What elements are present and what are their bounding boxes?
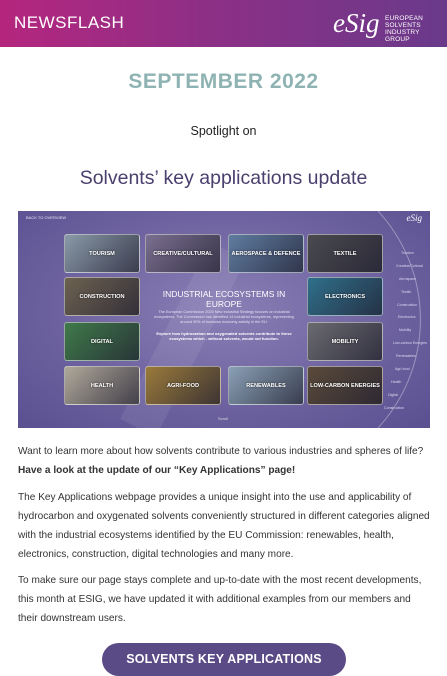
ring-label: Agri-food xyxy=(395,367,410,371)
tile-low-carbon-energies xyxy=(307,366,383,405)
tile-label: LOW-CARBON ENERGIES xyxy=(310,382,380,389)
solvents-key-applications-button[interactable]: SOLVENTS KEY APPLICATIONS xyxy=(102,643,346,676)
ring-label: Digital xyxy=(388,393,398,397)
tile-label: AEROSPACE & DEFENCE xyxy=(231,250,301,257)
back-to-overview-link: BACK TO OVERVIEW xyxy=(26,215,67,220)
tile-creative-cultural xyxy=(145,234,221,273)
newsflash-header xyxy=(0,0,447,47)
ring-label: Tourism xyxy=(401,251,414,255)
logo-line-3: GROUP xyxy=(385,36,410,43)
ring-label: Renewables xyxy=(396,354,416,358)
ring-label: Textile xyxy=(401,290,412,294)
tile-label: TEXTILE xyxy=(333,250,357,257)
tile-label: ELECTRONICS xyxy=(324,293,366,300)
intro-text: Want to learn more about how solvents contribute to various industries and spheres of life? xyxy=(18,446,424,457)
tile-textile xyxy=(307,234,383,273)
description-paragraph: The Key Applications webpage provides a unique insight into the use and applicability of hydrocarbon and oxygenated solvents conveniently structured in different categories aligned with the industrial ecosystems identified by the EU Commission: renewables, health, electronics, construction, digital technologies and many more. xyxy=(18,492,430,560)
banner-center-text: The European Commission 2020 New Industrial Strategy focuses on industrial ecosystems. The Commission has identified 14 industrial ecosystems, representing around 90% of business economy activity in the EU. xyxy=(154,310,294,324)
tile-digital xyxy=(64,322,140,361)
ring-label: Aerospace xyxy=(399,277,417,281)
scroll-hint: Scroll xyxy=(218,416,229,421)
section-label: NEWSFLASH xyxy=(14,13,125,32)
tile-label: RENEWABLES xyxy=(246,382,286,389)
tile-label: DIGITAL xyxy=(91,338,113,345)
tile-label: CREATIVE/CULTURAL xyxy=(153,250,213,257)
banner-logo: eSig xyxy=(406,213,422,223)
ring-label: Creative/Cultural xyxy=(396,264,423,268)
ring-label: Mobility xyxy=(399,328,412,332)
tile-agri-food xyxy=(145,366,221,405)
key-applications-banner-image[interactable] xyxy=(18,211,430,428)
update-paragraph: To make sure our page stays complete and up-to-date with the most recent developments, this month at ESIG, we have updated it with additional examples from our members and their downstream users. xyxy=(18,575,422,624)
spotlight-label: Spotlight on xyxy=(190,124,257,138)
intro-bold-text: Have a look at the update of our “Key Applications” page! xyxy=(18,465,296,476)
tile-label: CONSTRUCTION xyxy=(79,293,125,300)
tile-tourism xyxy=(64,234,140,273)
tile-renewables xyxy=(228,366,304,405)
tile-label: HEALTH xyxy=(90,382,114,389)
ring-label: Health xyxy=(391,380,402,384)
logo-line-1: EUROPEAN xyxy=(385,15,424,22)
logo-mark: eSig xyxy=(333,8,380,38)
intro-paragraph xyxy=(18,442,430,480)
ring-label: Electronics xyxy=(398,315,416,319)
tile-construction xyxy=(64,277,140,316)
issue-month: SEPTEMBER 2022 xyxy=(128,70,319,93)
tile-label: MOBILITY xyxy=(331,338,359,345)
tile-aerospace-defence xyxy=(228,234,304,273)
article-headline: Solvents’ key applications update xyxy=(79,167,368,189)
esig-logo[interactable] xyxy=(333,8,443,43)
banner-center-text-2: Explore how hydrocarbon and oxygenated solvents contribute to these ecosystems which - without solvents, would not function. xyxy=(156,331,292,341)
tile-health xyxy=(64,366,140,405)
logo-line-2: SOLVENTS INDUSTRY xyxy=(385,22,421,36)
ring-label: Construction xyxy=(384,406,405,410)
tile-label: AGRI-FOOD xyxy=(166,382,199,389)
banner-center-title: INDUSTRIAL ECOSYSTEMS IN EUROPE xyxy=(162,289,286,309)
logo-text xyxy=(385,15,443,43)
tile-electronics xyxy=(307,277,383,316)
ring-label: Low-carbon Energies xyxy=(393,341,427,345)
ring-label: Construction xyxy=(397,303,418,307)
tile-label: TOURISM xyxy=(89,250,115,257)
tile-mobility xyxy=(307,322,383,361)
